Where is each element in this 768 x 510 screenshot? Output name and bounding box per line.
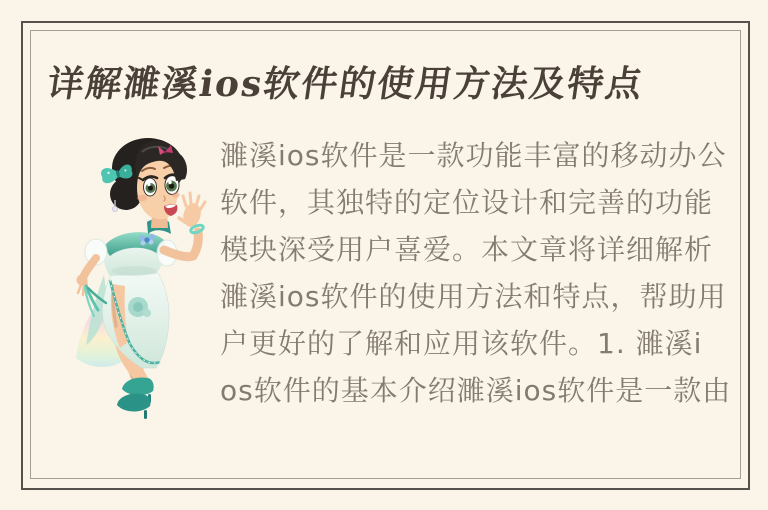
body-line-6: os软件的基本介绍濉溪ios软件是一款由 <box>220 374 732 407</box>
article-body <box>220 132 731 414</box>
article-title: 详解濉溪ios软件的使用方法及特点 <box>44 63 647 105</box>
body-line-3: 模块深受用户喜爱。本文章将详细解析 <box>220 233 714 266</box>
body-line-1: 濉溪ios软件是一款功能丰富的移动办公 <box>220 139 727 172</box>
body-line-5: 户更好的了解和应用该软件。1. 濉溪i <box>220 327 703 360</box>
body-line-2: 软件，其独特的定位设计和完善的功能 <box>220 186 714 219</box>
body-line-4: 濉溪ios软件的使用方法和特点，帮助用 <box>220 280 727 313</box>
cheongsam-girl-illustration <box>52 110 244 430</box>
cheongsam-girl-drawing <box>52 110 244 430</box>
